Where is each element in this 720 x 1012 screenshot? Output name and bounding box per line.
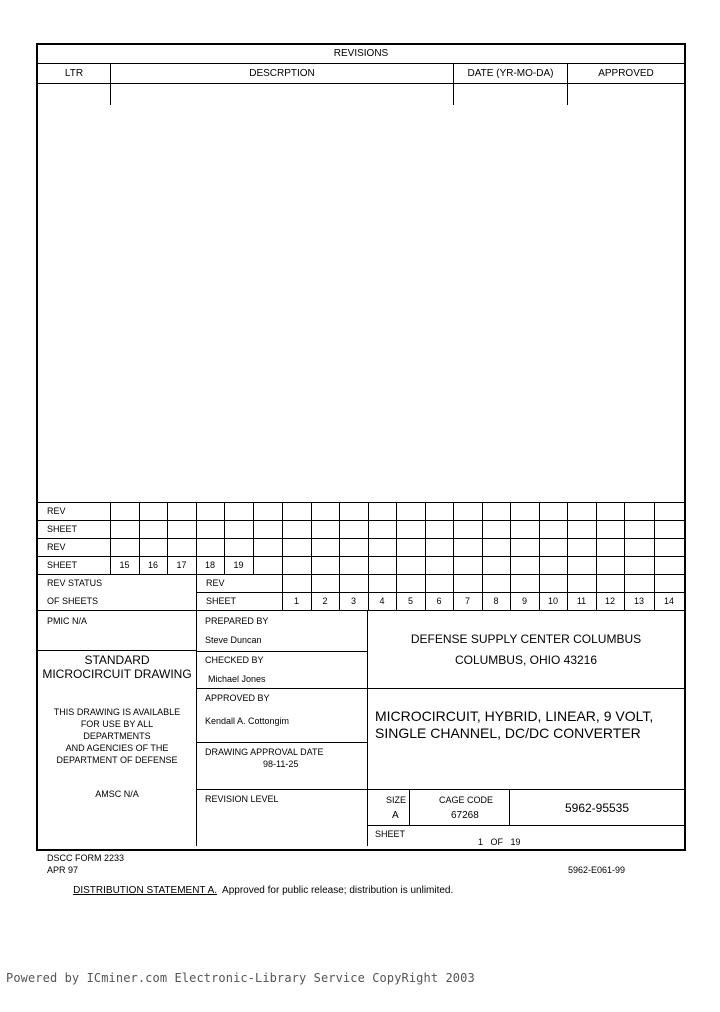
availability-line: DEPARTMENTS [83,731,151,741]
amsc-label: AMSC N/A [95,789,139,799]
lower-sheet-number: 5 [407,596,413,606]
lower-sheet-number: 3 [350,596,356,606]
watermark: Powered by ICminer.com Electronic-Library Service CopyRight 2003 [6,971,475,985]
grid-line [482,502,483,574]
grid-line [453,502,454,574]
row-label-sheet: SHEET [47,524,78,534]
sheet-label: SHEET [375,829,406,839]
agency-address: COLUMBUS, OHIO 43216 [454,653,598,667]
grid-line [253,502,254,574]
rev-status-label: REV STATUS [47,578,103,588]
grid-line [624,502,625,574]
row-label-rev: REV [47,506,66,516]
row-label-rev: REV [47,542,66,552]
availability-line: DEPARTMENT OF DEFENSE [56,755,178,765]
lower-sheet-number: 14 [663,596,674,606]
lower-sheet-number: 1 [293,596,299,606]
upper-sheet-number: 19 [233,560,244,570]
row-label-sheet: SHEET [47,560,78,570]
lower-sheet-number: 11 [576,596,587,606]
lower-sheet-number: 13 [633,596,644,606]
upper-sheet-number: 16 [147,560,158,570]
checked-by-label: CHECKED BY [205,655,264,665]
prepared-by-label: PREPARED BY [205,616,269,626]
grid-line [425,502,426,574]
col-header-date: DATE (YR-MO-DA) [467,68,554,79]
grid-line [339,502,340,574]
grid-line [510,502,511,574]
availability-line: AND AGENCIES OF THE [65,743,169,753]
grid-line [654,502,655,574]
distribution-label: DISTRIBUTION STATEMENT A. [73,885,218,896]
size-label: SIZE [386,795,407,805]
upper-sheet-number: 17 [176,560,187,570]
approval-date-label: DRAWING APPROVAL DATE [205,747,324,757]
col-header-approved: APPROVED [598,68,654,79]
sheet-count: 1 OF 19 [478,837,521,847]
lower-sheet-number: 10 [547,596,558,606]
drawing-number: 5962-95535 [564,801,630,815]
grid-line [368,502,369,574]
of-sheets-label: OF SHEETS [47,596,99,606]
upper-sheet-number: 15 [119,560,130,570]
pmic-label: PMIC N/A [47,616,88,626]
distribution-statement [62,876,453,906]
document-code: 5962-E061-99 [568,865,626,875]
lower-sheet-number: 6 [436,596,442,606]
distribution-text: Approved for public release; distribution is unlimited. [217,885,454,896]
grid-line [539,502,540,574]
lower-sheet-number: 9 [521,596,527,606]
microcircuit-drawing-heading: MICROCIRCUIT DRAWING [42,667,192,681]
approved-by-label: APPROVED BY [205,693,270,703]
agency-name: DEFENSE SUPPLY CENTER COLUMBUS [410,632,642,646]
availability-line: THIS DRAWING IS AVAILABLE [53,707,181,717]
lower-sheet-number: 8 [493,596,499,606]
form-date: APR 97 [47,865,79,875]
availability-line: FOR USE BY ALL [80,719,154,729]
lower-sheet-number: 12 [604,596,615,606]
cage-code-label: CAGE CODE [439,795,494,805]
approval-date: 98-11-25 [263,759,299,769]
drawing-title-line1: MICROCIRCUIT, HYBRID, LINEAR, 9 VOLT, [375,708,654,724]
lower-sheet-number: 4 [379,596,385,606]
form-number: DSCC FORM 2233 [47,853,125,863]
prepared-by-name: Steve Duncan [205,635,262,645]
lower-sheet-number: 2 [322,596,328,606]
grid-line [396,502,397,574]
drawing-title-line2: SINGLE CHANNEL, DC/DC CONVERTER [375,725,641,741]
grid-line [311,502,312,574]
status-sheet-label: SHEET [206,596,237,606]
grid-line [282,502,283,574]
grid-line [596,502,597,574]
lower-sheet-number: 7 [464,596,470,606]
cage-code-value: 67268 [451,810,479,821]
col-header-ltr: LTR [64,68,84,79]
checked-by-name: Michael Jones [208,674,266,684]
col-header-description: DESCRPTION [249,68,315,79]
approved-by-name: Kendall A. Cottongim [205,716,290,726]
standard-heading: STANDARD [84,653,150,667]
revisions-title: REVISIONS [333,48,389,59]
size-value: A [392,810,399,821]
status-rev-label: REV [206,578,225,588]
grid-line [567,502,568,574]
upper-sheet-number: 18 [204,560,215,570]
revision-level-label: REVISION LEVEL [205,794,279,804]
